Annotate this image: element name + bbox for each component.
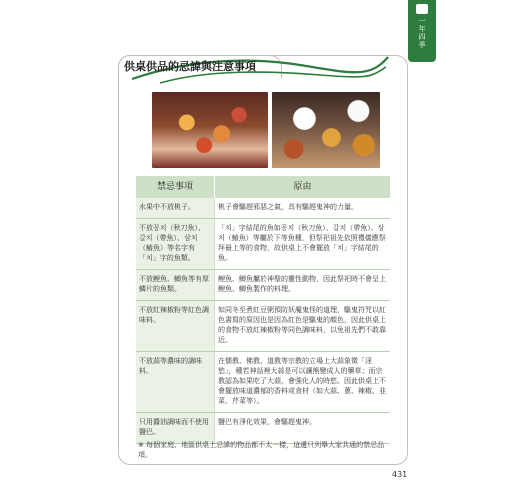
chapter-side-tab	[408, 0, 436, 62]
column-header-reason: 原由	[215, 176, 391, 198]
section-title: 供桌供品的忌諱與注意事項	[124, 60, 256, 73]
reason-cell: 「치」字結尾的魚如꽁치（秋刀魚）、갈치（帶魚）、삼치（鰆魚）等屬於下等魚種，但祭祀祖先依照禮儀應祭拜最上等的食物，故供桌上不會擺放「치」字結尾的魚。	[215, 219, 391, 270]
table-row	[136, 219, 390, 270]
taboo-cell: 不放紅辣椒粉等紅色調味料。	[136, 301, 215, 352]
table-row	[136, 352, 390, 413]
taboo-cell: 只用醬油調味而不使用鹽巴。	[136, 413, 215, 444]
reason-cell: 在儒教、佛教、道教等宗教的立場上大蒜象徵「淫慾」，種若神話裡大蒜是可以讓熊變成人的藥草；而宗教認為如果吃了大蒜，會強化人的時慾。因此供桌上不會擺放味道濃郁的香料或食材（如大蒜、蔥、辣椒、韭菜、芹菜等）。	[215, 352, 391, 413]
taboo-cell: 不放蒜等濃味的調味料。	[136, 352, 215, 413]
chapter-label: 一年四季	[418, 17, 426, 49]
taboo-table	[136, 176, 390, 444]
table-row	[136, 270, 390, 301]
table-row	[136, 198, 390, 219]
reason-cell: 鹽巴有淨化效果，會驅趕鬼神。	[215, 413, 391, 444]
reason-cell: 如同冬至煮紅豆粥預防妖魔鬼怪的道理，驅鬼符咒以紅色書寫的原因也是因為紅色是驅鬼的顏色，因此供桌上的食物不放紅辣椒粉等同色調味料，以免祖先們不敢靠近。	[215, 301, 391, 352]
ancestral-table-photo-2	[272, 92, 380, 168]
reason-cell: 桃子會驅趕邪惡之氣，具有驅趕鬼神的力量。	[215, 198, 391, 219]
taboo-cell: 不放꽁치（秋刀魚）、갈치（帶魚）、삼치（鰆魚）等名字有「치」字的魚類。	[136, 219, 215, 270]
ancestral-table-photo-1	[152, 92, 268, 168]
page-number: 431	[392, 470, 408, 479]
column-header-taboo: 禁忌事項	[136, 176, 215, 198]
table-row	[136, 301, 390, 352]
table-row	[136, 413, 390, 444]
reason-cell: 鯉魚、鯽魚屬於神聖的靈性動物，因此祭祀時不會呈上鯉魚、鯽魚製作的料理。	[215, 270, 391, 301]
leaf-icon	[416, 4, 428, 14]
taboo-cell: 水果中不放桃子。	[136, 198, 215, 219]
taboo-cell: 不放鯉魚、鯽魚等有厚鱗片的魚類。	[136, 270, 215, 301]
footnote: ※ 每個家庭、地區供桌上忌諱的物品都不太一樣，這邊只列舉大家共通的禁忌品項。	[138, 441, 385, 459]
